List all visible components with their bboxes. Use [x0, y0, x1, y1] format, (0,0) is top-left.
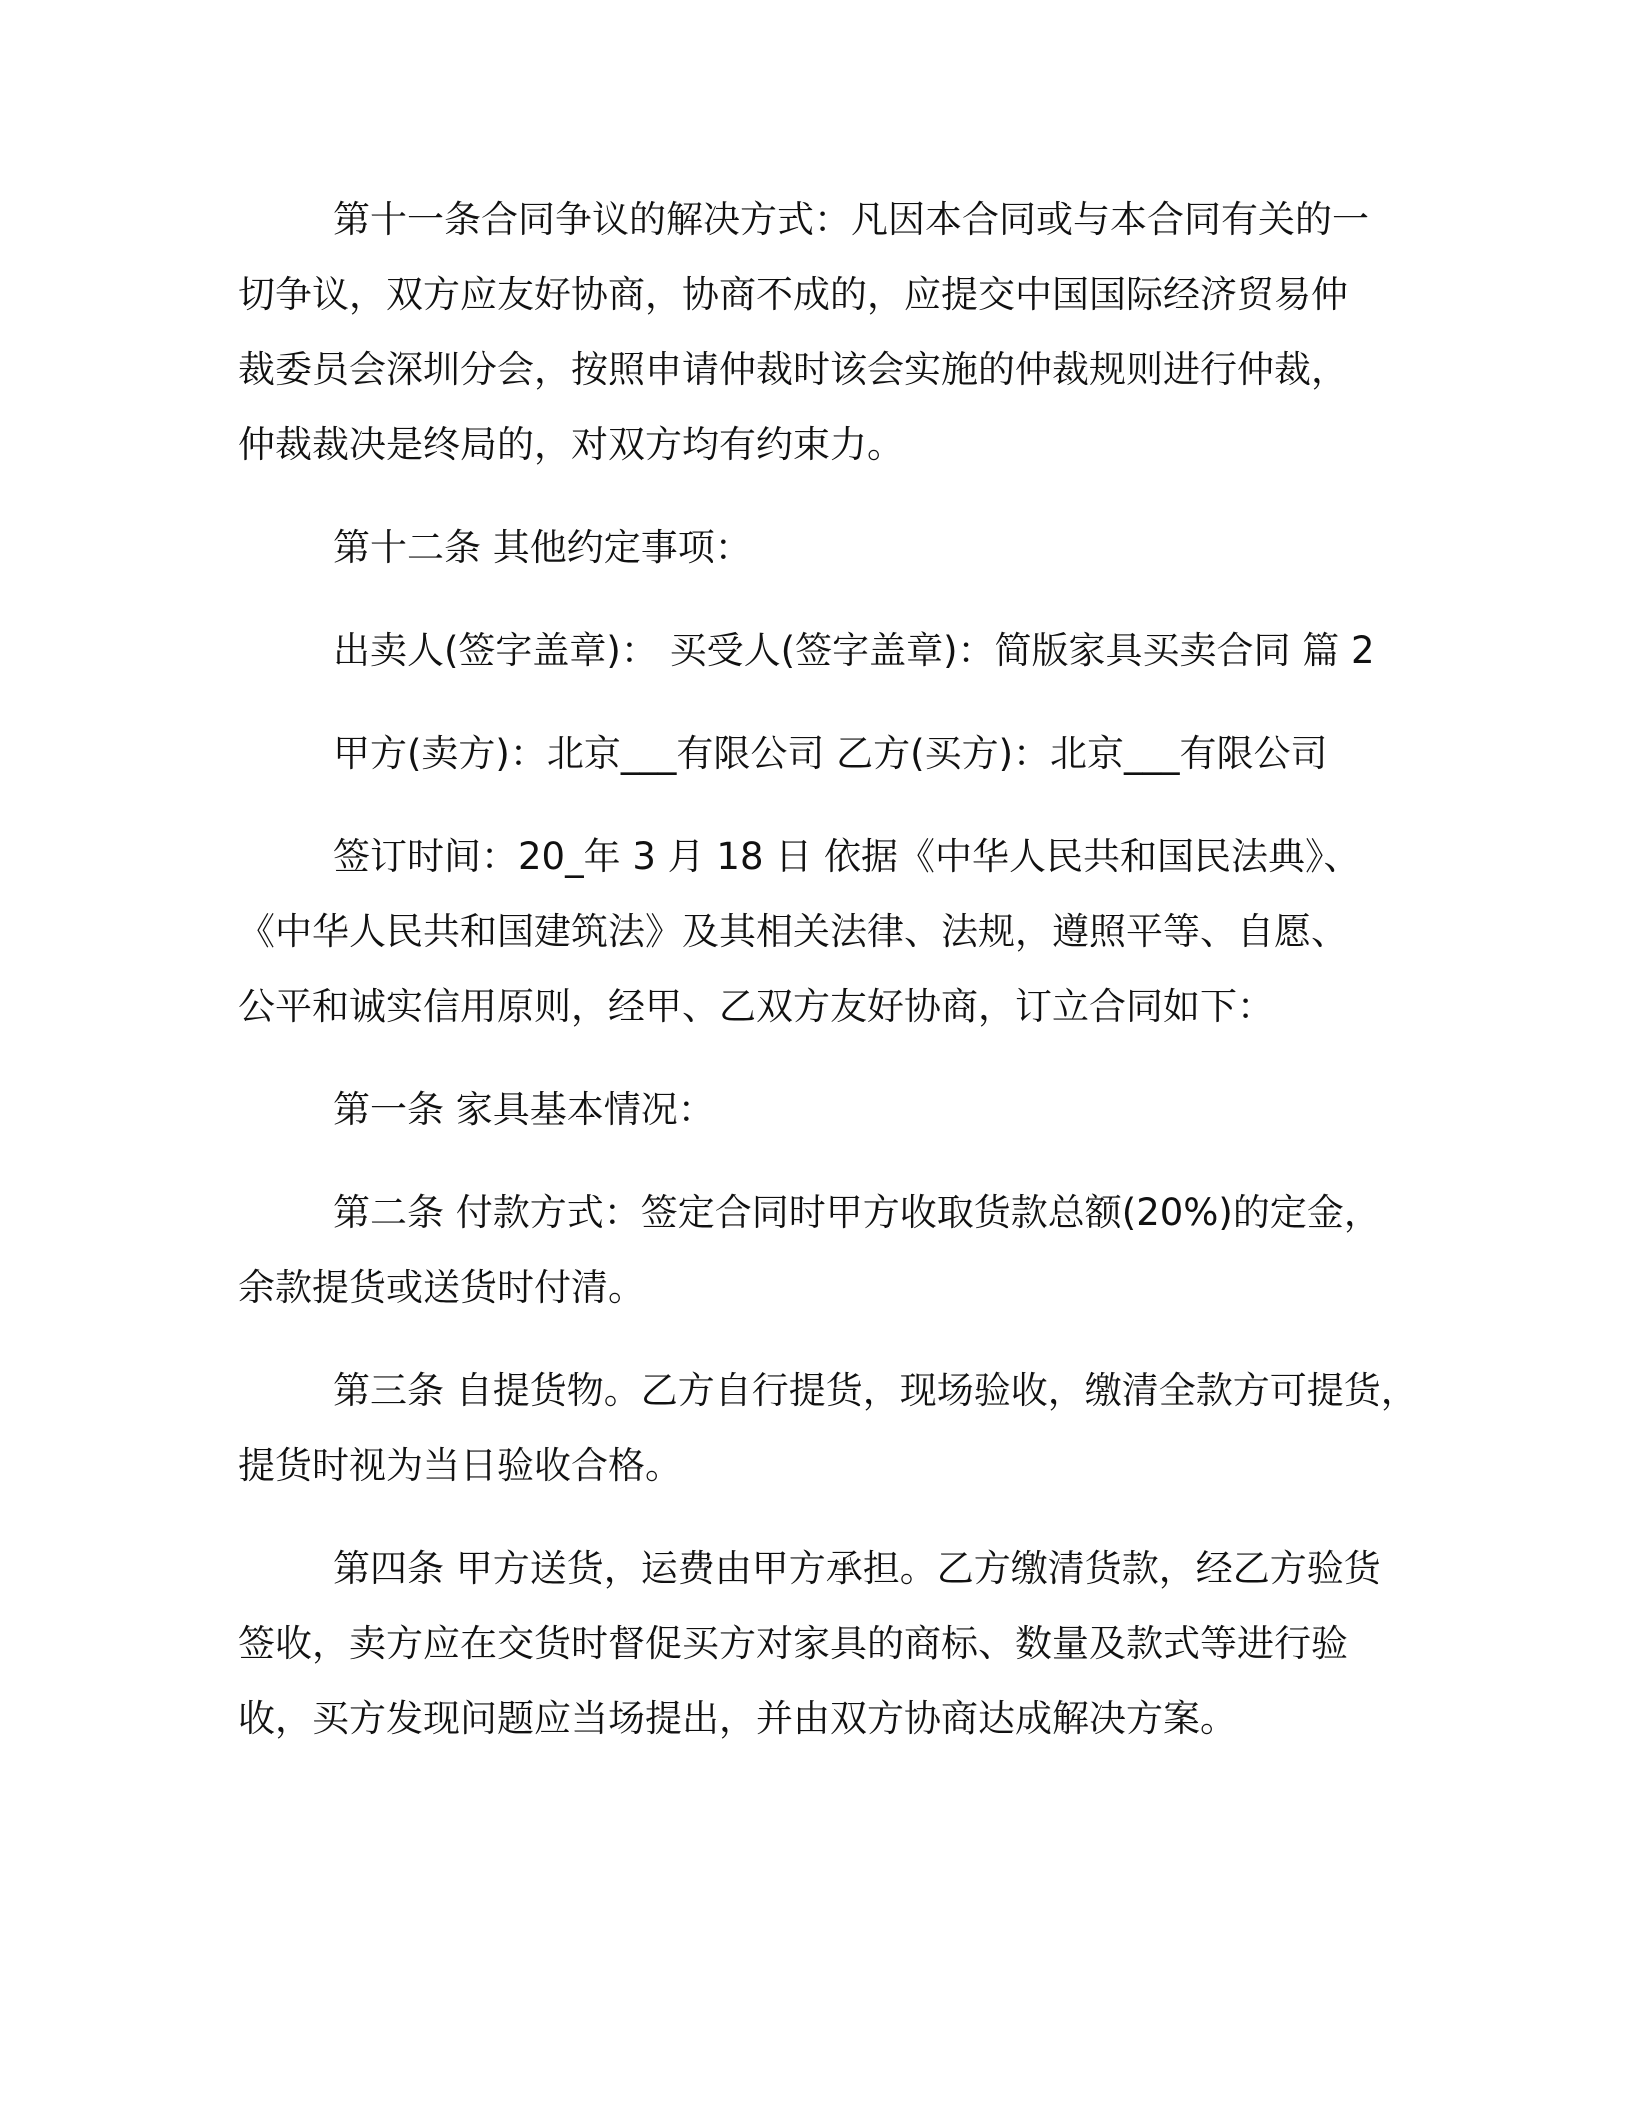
- text-line: 甲方(卖方)：北京___有限公司 乙方(买方)：北京___有限公司: [333, 732, 1328, 775]
- text-line: 第三条 自提货物。乙方自行提货，现场验收，缴清全款方可提货，: [333, 1369, 1418, 1412]
- text-line: 签订时间：20_年 3 月 18 日 依据《中华人民共和国民法典》、: [333, 835, 1361, 878]
- text-line: 收，买方发现问题应当场提出，并由双方协商达成解决方案。: [238, 1697, 1237, 1740]
- text-line: 第一条 家具基本情况：: [333, 1088, 715, 1131]
- paragraph-article-3: [238, 1361, 1418, 1511]
- paragraph-gap: [238, 1511, 1418, 1539]
- paragraph-gap: [238, 696, 1418, 724]
- text-line: 出卖人(签字盖章)： 买受人(签字盖章)：简版家具买卖合同 篇 2: [333, 629, 1375, 672]
- paragraph-article-12: [238, 518, 1418, 593]
- text-line: 第十二条 其他约定事项：: [333, 526, 752, 569]
- paragraph-gap: [238, 593, 1418, 621]
- paragraph-signing-date: [238, 827, 1418, 1052]
- paragraph-gap: [238, 490, 1418, 518]
- paragraph-signatures: [238, 621, 1418, 696]
- paragraph-gap: [238, 1155, 1418, 1183]
- text-line: 《中华人民共和国建筑法》及其相关法律、法规，遵照平等、自愿、: [238, 910, 1348, 953]
- text-line: 签收，卖方应在交货时督促买方对家具的商标、数量及款式等进行验: [238, 1622, 1348, 1665]
- paragraph-gap: [238, 1052, 1418, 1080]
- paragraph-article-2: [238, 1183, 1418, 1333]
- text-line: 第二条 付款方式：签定合同时甲方收取货款总额(20%)的定金，: [333, 1191, 1381, 1234]
- text-line: 余款提货或送货时付清。: [238, 1266, 645, 1309]
- text-line: 仲裁裁决是终局的，对双方均有约束力。: [238, 423, 904, 466]
- text-line: 第四条 甲方送货，运费由甲方承担。乙方缴清货款，经乙方验货: [333, 1547, 1381, 1590]
- text-line: 公平和诚实信用原则，经甲、乙双方友好协商，订立合同如下：: [238, 985, 1274, 1028]
- text-line: 裁委员会深圳分会，按照申请仲裁时该会实施的仲裁规则进行仲裁，: [238, 348, 1348, 391]
- text-line: 第十一条合同争议的解决方式：凡因本合同或与本合同有关的一: [333, 198, 1369, 241]
- text-line: 切争议，双方应友好协商，协商不成的，应提交中国国际经济贸易仲: [238, 273, 1348, 316]
- paragraph-article-1: [238, 1080, 1418, 1155]
- paragraph-article-11: [238, 190, 1418, 490]
- paragraph-article-4: [238, 1539, 1418, 1764]
- text-line: 提货时视为当日验收合格。: [238, 1444, 682, 1487]
- paragraph-gap: [238, 1333, 1418, 1361]
- document-body: [238, 190, 1418, 1764]
- paragraph-gap: [238, 799, 1418, 827]
- paragraph-parties: [238, 724, 1418, 799]
